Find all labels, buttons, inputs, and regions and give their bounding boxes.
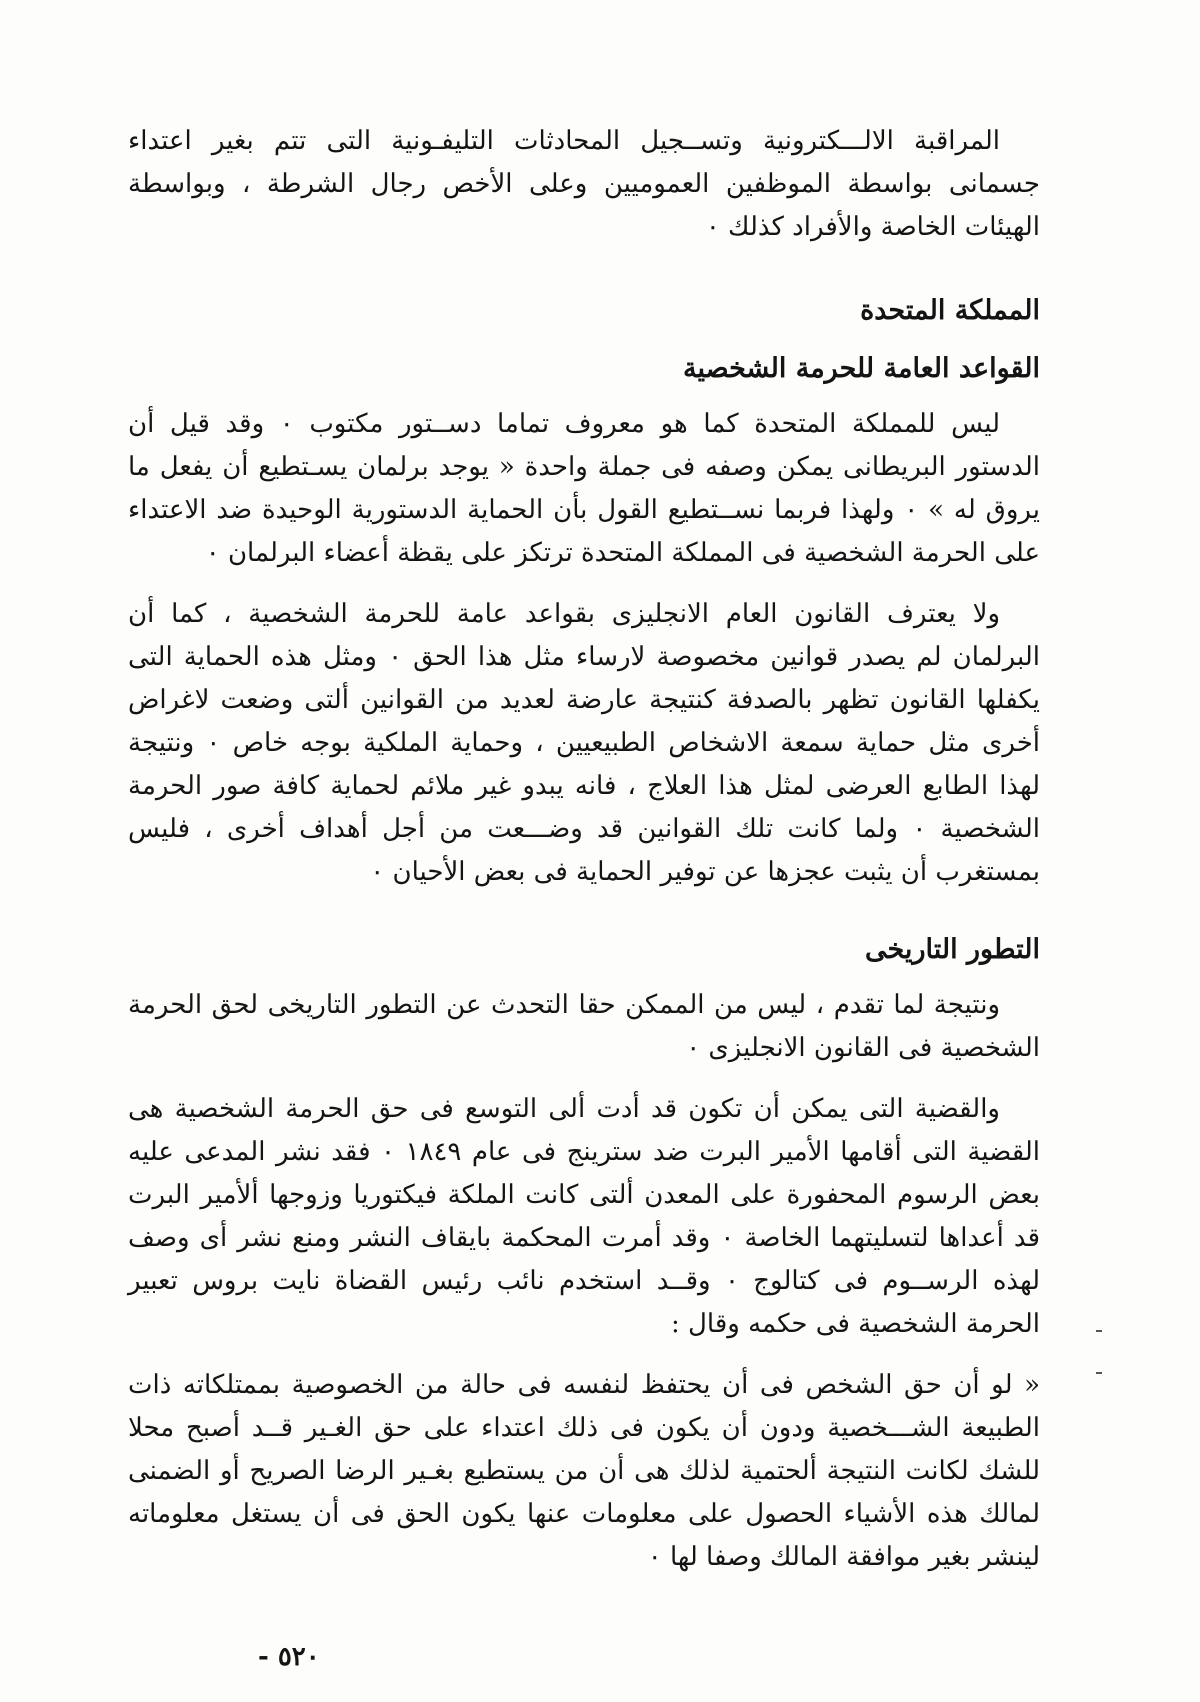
history-paragraph-1: ونتيجة لما تقدم ، ليس من الممكن حقا التحدث عن التطور التاريخى لحق الحرمة الشخصية فى القانون الانجليزى ٠: [128, 990, 1040, 1063]
intro-paragraph: المراقبة الالـــكترونية وتســجيل المحادثات التليفـونية التى تتم بغير اعتداء جسمانى بواسطة الموظفين العموميين وعلى الأخص رجال الشرطة ، وبواسطة الهيئات الخاصة والأفراد كذلك ٠: [128, 126, 1040, 242]
rules-paragraph-2: ولا يعترف القانون العام الانجليزى بقواعد عامة للحرمة الشخصية ، كما أن البرلمان لم يصدر قوانين مخصوصة لارساء مثل هذا الحق ٠ ومثل هذه الحماية التى يكفلها القانون تظهر بالصدفة كنتيجة عارضة لعديد من القوانين ألتى وضعت لاغراض أخرى مثل حماية سمعة الاشخاص الطبيعيين ، وحماية الملكية بوجه خاص ٠ ونتيجة لهذا الطابع العرضى لمثل هذا العلاج ، فانه يبدو غير ملائم لحماية كافة صور الحرمة الشخصية ٠ ولما كانت تلك القوانين قد وضـــعت من أجل أهداف أخرى ، فليس بمستغرب أن يثبت عجزها عن توفير الحماية فى بعض الأحيان ٠: [128, 599, 1040, 887]
rules-paragraph-1: ليس للمملكة المتحدة كما هو معروف تماما دســتور مكتوب ٠ وقد قيل أن الدستور البريطانى يمكن وصفه فى جملة واحدة « يوجد برلمان يسـتطيع أن يفعل ما يروق له » ٠ ولهذا فربما نســتطيع القول بأن الحماية الدستورية الوحيدة ضد الاعتداء على الحرمة الشخصية فى المملكة المتحدة ترتكز على يقظة أعضاء البرلمان ٠: [128, 409, 1040, 568]
section-heading-rules: القواعد العامة للحرمة الشخصية: [683, 353, 1040, 384]
section-heading-history: التطور التاريخى: [865, 934, 1040, 965]
page-number: ٥٢٠ -: [258, 1642, 320, 1672]
margin-mark: [1096, 1330, 1102, 1332]
document-body: [128, 120, 1040, 1579]
section-heading-country: المملكة المتحدة: [860, 295, 1040, 326]
quote-paragraph: « لو أن حق الشخص فى أن يحتفظ لنفسه فى حالة من الخصوصية بممتلكاته ذات الطبيعة الشـــخصية ودون أن يكون فى ذلك اعتداء على حق الغـير قــد أصبح محلا للشك لكانت النتيجة ألحتمية لذلك هى أن من يستطيع بغـير الرضا الصريح أو الضمنى لمالك هذه الأشياء الحصول على معلومات عنها يكون الحق فى أن يستغل معلوماته لينشر بغير موافقة المالك وصفا لها ٠: [128, 1370, 1040, 1572]
margin-mark: [1096, 1372, 1102, 1374]
history-paragraph-2: والقضية التى يمكن أن تكون قد أدت ألى التوسع فى حق الحرمة الشخصية هى القضية التى أقامها الأمير البرت ضد سترينج فى عام ١٨٤٩ ٠ فقد نشر المدعى عليه بعض الرسوم المحفورة على المعدن ألتى كانت الملكة فيكتوريا وزوجها ألأمير البرت قد أعداها لتسليتهما الخاصة ٠ وقد أمرت المحكمة بايقاف النشر ومنع نشر أى وصف لهذه الرســوم فى كتالوج ٠ وقــد استخدم نائب رئيس القضاة نايت بروس تعبير الحرمة الشخصية فى حكمه وقال :: [128, 1094, 1041, 1339]
